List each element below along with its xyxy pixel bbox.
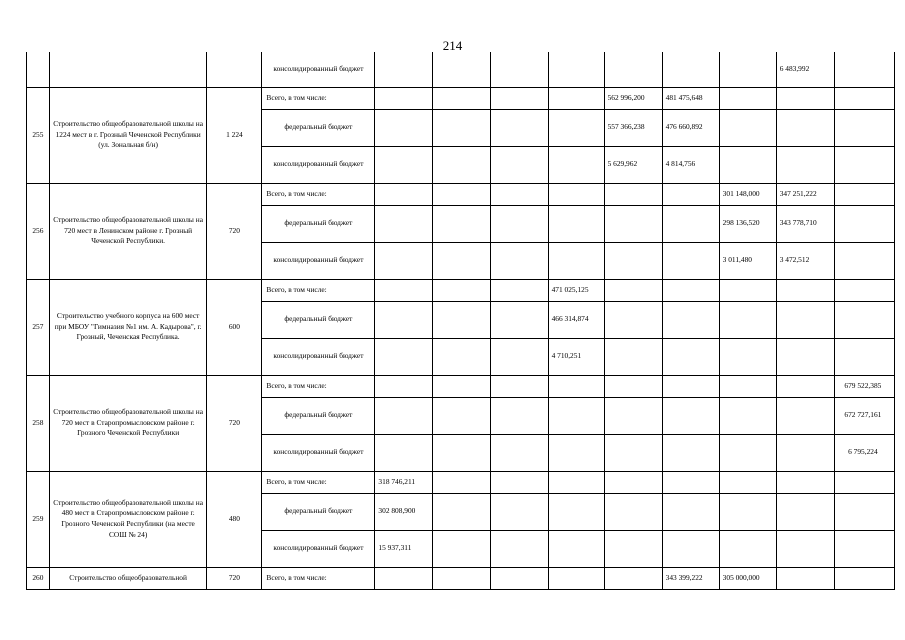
value-cell [433, 205, 490, 242]
value-cell [433, 52, 490, 87]
value-cell [604, 397, 662, 434]
project-number-cell: 260 [27, 567, 50, 589]
value-cell [433, 434, 490, 471]
table-row [27, 183, 895, 205]
funding-source-cell: Всего, в том числе: [262, 375, 375, 397]
value-cell [433, 87, 490, 109]
value-cell: 471 025,125 [548, 279, 604, 301]
value-cell [604, 279, 662, 301]
value-cell [548, 397, 604, 434]
value-cell [604, 471, 662, 493]
value-cell [548, 493, 604, 530]
value-cell [776, 109, 834, 146]
value-cell [662, 205, 719, 242]
project-name-cell: Строительство учебного корпуса на 600 мест при МБОУ "Гимназия №1 им. А. Кадырова", г. Грозный, Чеченская Республика. [49, 279, 207, 375]
value-cell [662, 530, 719, 567]
value-cell [776, 338, 834, 375]
value-cell [604, 52, 662, 87]
value-cell: 15 937,311 [375, 530, 433, 567]
value-cell [662, 375, 719, 397]
project-name-cell: Строительство общеобразовательной школы на 1224 мест в г. Грозный Чеченской Республики (ул. Зональная б/н) [49, 87, 207, 183]
value-cell [375, 338, 433, 375]
table-row [27, 279, 895, 301]
funding-source-cell: Всего, в том числе: [262, 567, 375, 589]
value-cell [548, 530, 604, 567]
value-cell [662, 493, 719, 530]
value-cell [548, 205, 604, 242]
value-cell [490, 530, 548, 567]
value-cell: 298 136,520 [719, 205, 776, 242]
value-cell [662, 242, 719, 279]
value-cell [433, 338, 490, 375]
value-cell [834, 205, 894, 242]
value-cell [834, 52, 894, 87]
value-cell: 6 483,992 [776, 52, 834, 87]
project-name-cell: Строительство общеобразовательной школы на 720 мест в Ленинском районе г. Грозный Чеченской Республики. [49, 183, 207, 279]
value-cell [719, 471, 776, 493]
value-cell [776, 530, 834, 567]
value-cell [490, 205, 548, 242]
value-cell [490, 301, 548, 338]
value-cell [548, 109, 604, 146]
capacity-cell: 1 224 [207, 87, 262, 183]
value-cell [776, 567, 834, 589]
value-cell [548, 146, 604, 183]
value-cell [548, 87, 604, 109]
value-cell [662, 183, 719, 205]
funding-source-cell: консолидированный бюджет [262, 434, 375, 471]
funding-source-cell: Всего, в том числе: [262, 183, 375, 205]
value-cell [604, 375, 662, 397]
value-cell [490, 567, 548, 589]
value-cell [433, 146, 490, 183]
funding-source-cell: Всего, в том числе: [262, 87, 375, 109]
budget-table-body [27, 52, 895, 589]
value-cell [719, 52, 776, 87]
value-cell [548, 52, 604, 87]
value-cell [548, 434, 604, 471]
value-cell [834, 471, 894, 493]
value-cell [719, 146, 776, 183]
value-cell [604, 205, 662, 242]
value-cell [719, 397, 776, 434]
value-cell [834, 338, 894, 375]
value-cell: 3 472,512 [776, 242, 834, 279]
value-cell [433, 471, 490, 493]
funding-source-cell: Всего, в том числе: [262, 279, 375, 301]
value-cell [604, 183, 662, 205]
value-cell [834, 146, 894, 183]
value-cell [433, 109, 490, 146]
funding-source-cell: консолидированный бюджет [262, 242, 375, 279]
value-cell [719, 530, 776, 567]
value-cell [490, 109, 548, 146]
funding-source-cell: федеральный бюджет [262, 301, 375, 338]
value-cell [433, 567, 490, 589]
value-cell [433, 242, 490, 279]
value-cell: 672 727,161 [834, 397, 894, 434]
project-number-cell: 256 [27, 183, 50, 279]
value-cell [548, 375, 604, 397]
funding-source-cell: Всего, в том числе: [262, 471, 375, 493]
value-cell [834, 183, 894, 205]
value-cell [490, 397, 548, 434]
value-cell [662, 52, 719, 87]
value-cell [662, 279, 719, 301]
value-cell: 4 814,756 [662, 146, 719, 183]
project-number-cell [27, 52, 50, 87]
value-cell: 343 399,222 [662, 567, 719, 589]
value-cell [662, 301, 719, 338]
value-cell [433, 279, 490, 301]
value-cell [375, 52, 433, 87]
value-cell [662, 397, 719, 434]
capacity-cell: 480 [207, 471, 262, 567]
budget-table [26, 52, 895, 590]
value-cell [604, 434, 662, 471]
value-cell [490, 242, 548, 279]
value-cell [375, 434, 433, 471]
value-cell [776, 87, 834, 109]
value-cell [834, 301, 894, 338]
value-cell [719, 87, 776, 109]
value-cell: 3 011,480 [719, 242, 776, 279]
value-cell [375, 205, 433, 242]
value-cell [375, 567, 433, 589]
table-row [27, 471, 895, 493]
project-name-cell [49, 52, 207, 87]
value-cell [375, 87, 433, 109]
table-row [27, 375, 895, 397]
table-row [27, 52, 895, 87]
value-cell: 318 746,211 [375, 471, 433, 493]
value-cell [719, 109, 776, 146]
value-cell [490, 279, 548, 301]
value-cell [776, 301, 834, 338]
value-cell: 6 795,224 [834, 434, 894, 471]
value-cell [490, 434, 548, 471]
value-cell [548, 567, 604, 589]
value-cell [662, 338, 719, 375]
funding-source-cell: консолидированный бюджет [262, 338, 375, 375]
value-cell [433, 397, 490, 434]
value-cell [490, 471, 548, 493]
value-cell [604, 301, 662, 338]
value-cell: 4 710,251 [548, 338, 604, 375]
value-cell [662, 471, 719, 493]
value-cell [662, 434, 719, 471]
value-cell [604, 530, 662, 567]
value-cell [719, 375, 776, 397]
value-cell: 343 778,710 [776, 205, 834, 242]
project-number-cell: 259 [27, 471, 50, 567]
capacity-cell: 720 [207, 375, 262, 471]
value-cell [719, 279, 776, 301]
value-cell [375, 242, 433, 279]
value-cell [375, 279, 433, 301]
table-row [27, 87, 895, 109]
project-name-cell: Строительство общеобразовательной школы на 720 мест в Старопромысловском районе г. Грозного Чеченской Республики [49, 375, 207, 471]
value-cell: 347 251,222 [776, 183, 834, 205]
value-cell [776, 434, 834, 471]
value-cell [433, 375, 490, 397]
value-cell [490, 146, 548, 183]
funding-source-cell: федеральный бюджет [262, 397, 375, 434]
capacity-cell [207, 52, 262, 87]
page-number: 214 [442, 38, 463, 53]
value-cell: 557 366,238 [604, 109, 662, 146]
value-cell: 466 314,874 [548, 301, 604, 338]
value-cell [433, 183, 490, 205]
value-cell [490, 493, 548, 530]
funding-source-cell: федеральный бюджет [262, 109, 375, 146]
value-cell [719, 338, 776, 375]
value-cell [375, 301, 433, 338]
value-cell [604, 338, 662, 375]
value-cell [719, 434, 776, 471]
value-cell [776, 279, 834, 301]
value-cell [834, 242, 894, 279]
value-cell: 302 808,900 [375, 493, 433, 530]
value-cell [776, 397, 834, 434]
funding-source-cell: федеральный бюджет [262, 493, 375, 530]
value-cell [375, 146, 433, 183]
value-cell [834, 87, 894, 109]
value-cell [548, 471, 604, 493]
value-cell [776, 493, 834, 530]
value-cell [776, 146, 834, 183]
value-cell: 481 475,648 [662, 87, 719, 109]
funding-source-cell: федеральный бюджет [262, 205, 375, 242]
value-cell [548, 242, 604, 279]
value-cell [834, 109, 894, 146]
value-cell [719, 301, 776, 338]
value-cell: 301 148,000 [719, 183, 776, 205]
value-cell [490, 338, 548, 375]
value-cell: 476 660,892 [662, 109, 719, 146]
value-cell: 5 629,962 [604, 146, 662, 183]
funding-source-cell: консолидированный бюджет [262, 530, 375, 567]
value-cell: 305 000,000 [719, 567, 776, 589]
capacity-cell: 720 [207, 183, 262, 279]
value-cell [604, 493, 662, 530]
value-cell [834, 567, 894, 589]
value-cell [490, 375, 548, 397]
value-cell [490, 183, 548, 205]
value-cell [834, 279, 894, 301]
value-cell [433, 493, 490, 530]
capacity-cell: 600 [207, 279, 262, 375]
project-name-cell: Строительство общеобразовательной [49, 567, 207, 589]
value-cell [604, 242, 662, 279]
project-name-cell: Строительство общеобразовательной школы на 480 мест в Старопромысловском районе г. Грозного Чеченской Республики (на месте СОШ № 24) [49, 471, 207, 567]
value-cell [375, 183, 433, 205]
value-cell [776, 471, 834, 493]
funding-source-cell: консолидированный бюджет [262, 52, 375, 87]
value-cell [834, 493, 894, 530]
value-cell [776, 375, 834, 397]
value-cell: 562 996,200 [604, 87, 662, 109]
value-cell [490, 52, 548, 87]
value-cell [375, 397, 433, 434]
value-cell [604, 567, 662, 589]
project-number-cell: 257 [27, 279, 50, 375]
value-cell [375, 375, 433, 397]
value-cell [548, 183, 604, 205]
value-cell [433, 530, 490, 567]
value-cell [375, 109, 433, 146]
value-cell [719, 493, 776, 530]
value-cell [490, 87, 548, 109]
project-number-cell: 258 [27, 375, 50, 471]
value-cell: 679 522,385 [834, 375, 894, 397]
table-row [27, 567, 895, 589]
value-cell [433, 301, 490, 338]
project-number-cell: 255 [27, 87, 50, 183]
value-cell [834, 530, 894, 567]
funding-source-cell: консолидированный бюджет [262, 146, 375, 183]
capacity-cell: 720 [207, 567, 262, 589]
